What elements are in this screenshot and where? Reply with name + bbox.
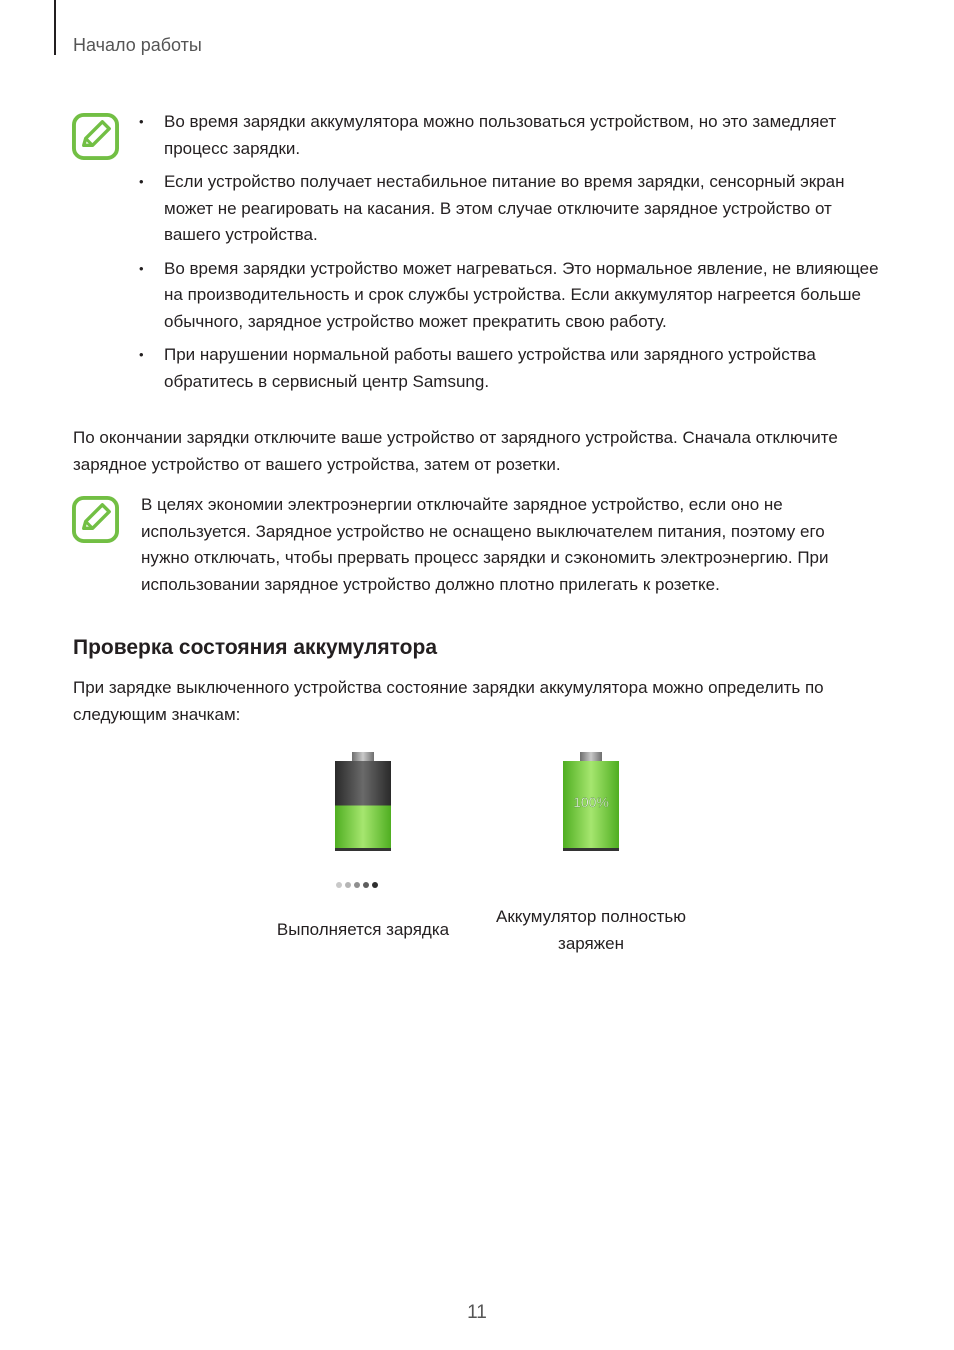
battery-full-icon bbox=[561, 752, 621, 852]
progress-dot bbox=[354, 882, 360, 888]
progress-dot bbox=[336, 882, 342, 888]
charging-caption: Выполняется зарядка bbox=[276, 920, 450, 939]
note-pencil-icon bbox=[72, 113, 119, 160]
bullet-text: Если устройство получает нестабильное питание во время зарядки, сенсорный экран может не реагировать на касания. В этом случае отключите зарядное устройство от вашего устройства. bbox=[164, 172, 845, 244]
page-edge-rule bbox=[54, 0, 56, 55]
power-saving-note: В целях экономии электроэнергии отключайте зарядное устройство, если оно не используется. Зарядное устройство не оснащено выключателем питания, поэтому его нужно отключать, чтобы прервать процесс зарядки и сэкономить электроэнергию. При использовании зарядное устройство должно плотно прилегать к розетке. bbox=[141, 495, 829, 594]
bullet-text: При нарушении нормальной работы вашего устройства или зарядного устройства обратитесь в сервисный центр Samsung. bbox=[164, 345, 816, 391]
list-item bbox=[139, 109, 879, 162]
progress-dot bbox=[372, 882, 378, 888]
after-charging-paragraph: По окончании зарядки отключите ваше устройство от зарядного устройства. Сначала отключите зарядное устройство от вашего устройства, затем от розетки. bbox=[73, 428, 838, 474]
note-pencil-icon bbox=[72, 496, 119, 543]
section-title: Начало работы bbox=[73, 35, 202, 55]
note-bullet-list bbox=[139, 109, 879, 402]
list-item bbox=[139, 169, 879, 249]
bullet-glyph: • bbox=[139, 347, 144, 362]
battery-percent-label: 100% bbox=[573, 794, 609, 810]
page-number: 11 bbox=[467, 1302, 487, 1323]
progress-dot bbox=[345, 882, 351, 888]
full-caption: Аккумулятор полностью заряжен bbox=[495, 907, 686, 953]
charging-progress-dots bbox=[336, 882, 378, 888]
bullet-glyph: • bbox=[139, 174, 144, 189]
progress-dot bbox=[363, 882, 369, 888]
bullet-glyph: • bbox=[139, 114, 144, 129]
list-item bbox=[139, 342, 879, 395]
bullet-text: Во время зарядки устройство может нагреваться. Это нормальное явление, не влияющее на производительность и срок службы устройства. Если аккумулятор нагреется больше обычного, зарядное устройство может прекратить свою работу. bbox=[164, 258, 879, 331]
bullet-text: Во время зарядки аккумулятора можно пользоваться устройством, но это замедляет процесс зарядки. bbox=[164, 112, 837, 158]
battery-section-heading: Проверка состояния аккумулятора bbox=[73, 636, 438, 659]
list-item bbox=[139, 256, 879, 336]
battery-section-intro: При зарядке выключенного устройства состояние зарядки аккумулятора можно определить по следующим значкам: bbox=[73, 678, 824, 724]
bullet-glyph: • bbox=[139, 260, 144, 276]
battery-charging-icon bbox=[333, 752, 393, 852]
